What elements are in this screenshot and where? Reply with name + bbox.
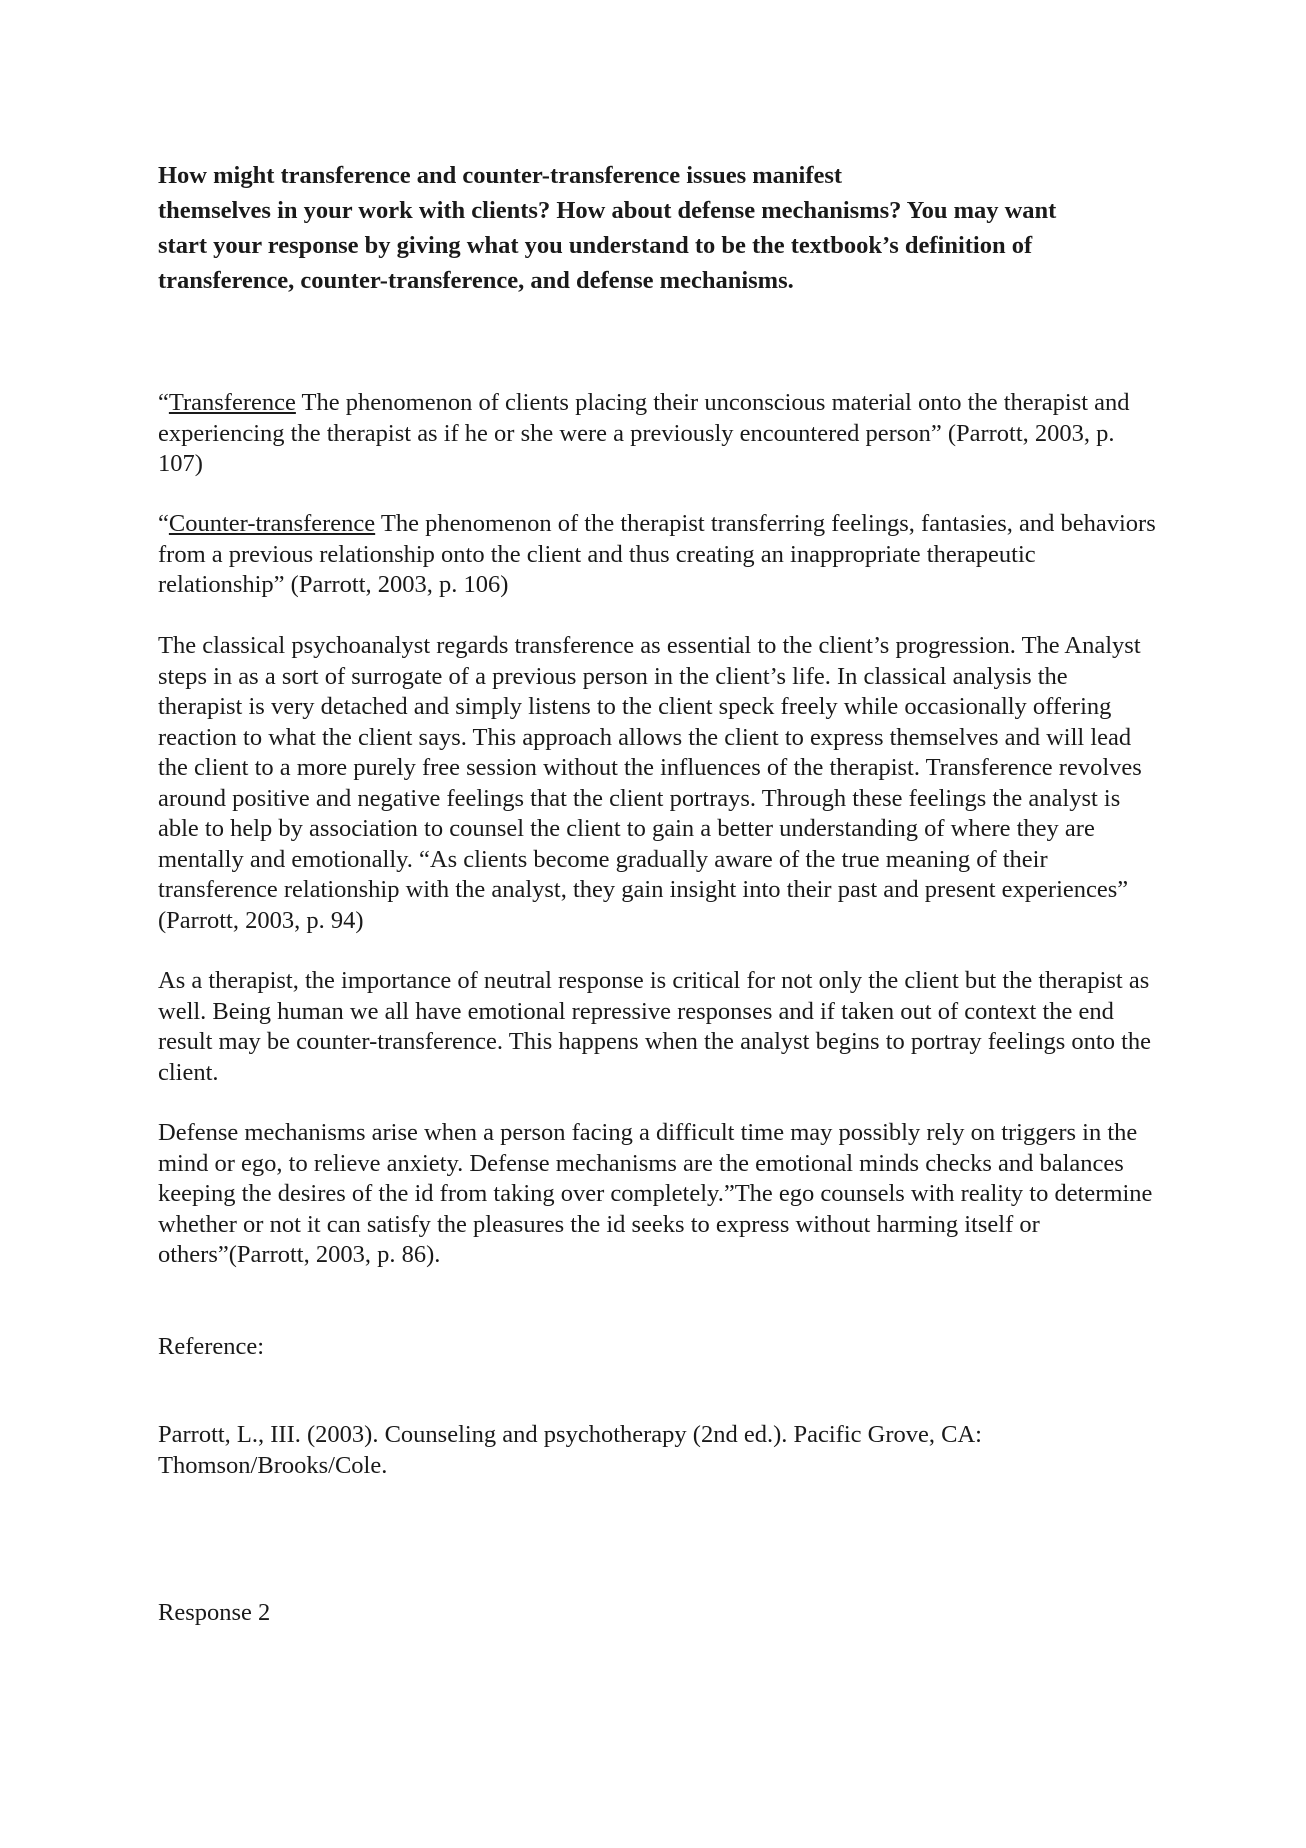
definition-text: The phenomenon of the therapist transferring feelings, fantasies, and behaviors from a previous relationship onto the client and thus creating an inappropriate therapeutic relationship” (Parrott, 2003, p. 106) (158, 510, 1156, 598)
paragraph-defense-mechanisms: Defense mechanisms arise when a person facing a difficult time may possibly rely on triggers in the mind or ego, to relieve anxiety. Defense mechanisms are the emotional minds checks and balances keeping the desires of the id from taking over completely.”The ego counsels with reality to determine whether or not it can satisfy the pleasures the id seeks to express without harming itself or others”(Parrott, 2003, p. 86). (158, 1119, 1153, 1268)
question-line: start your response by giving what you understand to be the textbook’s definition of (158, 232, 1033, 259)
reference-entry: Parrott, L., III. (2003). Counseling and psychotherapy (2nd ed.). Pacific Grove, CA: Thomson/Brooks/Cole. (158, 1421, 982, 1479)
section-heading-response-2: Response 2 (158, 1599, 271, 1626)
paragraph-neutral-response: As a therapist, the importance of neutral response is critical for not only the client but the therapist as well. Being human we all have emotional repressive responses and if taken out of context the end result may be counter-transference. This happens when the analyst begins to portray feelings onto the client. (158, 967, 1152, 1086)
open-quote: “ (158, 389, 169, 416)
question-line: themselves in your work with clients? How about defense mechanisms? You may want (158, 197, 1057, 224)
definition-counter-transference (158, 509, 1158, 601)
question-line: How might transference and counter-transference issues manifest (158, 162, 843, 189)
paragraph-classical-psychoanalyst: The classical psychoanalyst regards transference as essential to the client’s progression. The Analyst steps in as a sort of surrogate of a previous person in the client’s life. In classical analysis the therapist is very detached and simply listens to the client speck freely while occasionally offering reaction to what the client says. This approach allows the client to express themselves and will lead the client to a more purely free session without the influences of the therapist. Transference revolves around positive and negative feelings that the client portrays. Through these feelings the analyst is able to help by association to counsel the client to gain a better understanding of where they are mentally and emotionally. “As clients become gradually aware of the true meaning of their transference relationship with the analyst, they gain insight into their past and present experiences” (Parrott, 2003, p. 94) (158, 632, 1142, 934)
question-prompt (158, 158, 1158, 298)
definition-text: The phenomenon of clients placing their unconscious material onto the therapist and experiencing the therapist as if he or she were a previously encountered person” (Parrott, 2003, p. 107) (158, 389, 1130, 477)
open-quote: “ (158, 510, 169, 537)
document-body (158, 158, 1158, 1626)
definition-term: Counter-transference (168, 510, 376, 537)
definition-term: Transference (168, 389, 296, 416)
definition-transference (158, 388, 1158, 480)
reference-heading: Reference: (158, 1333, 265, 1360)
question-line: transference, counter-transference, and defense mechanisms. (158, 267, 794, 294)
